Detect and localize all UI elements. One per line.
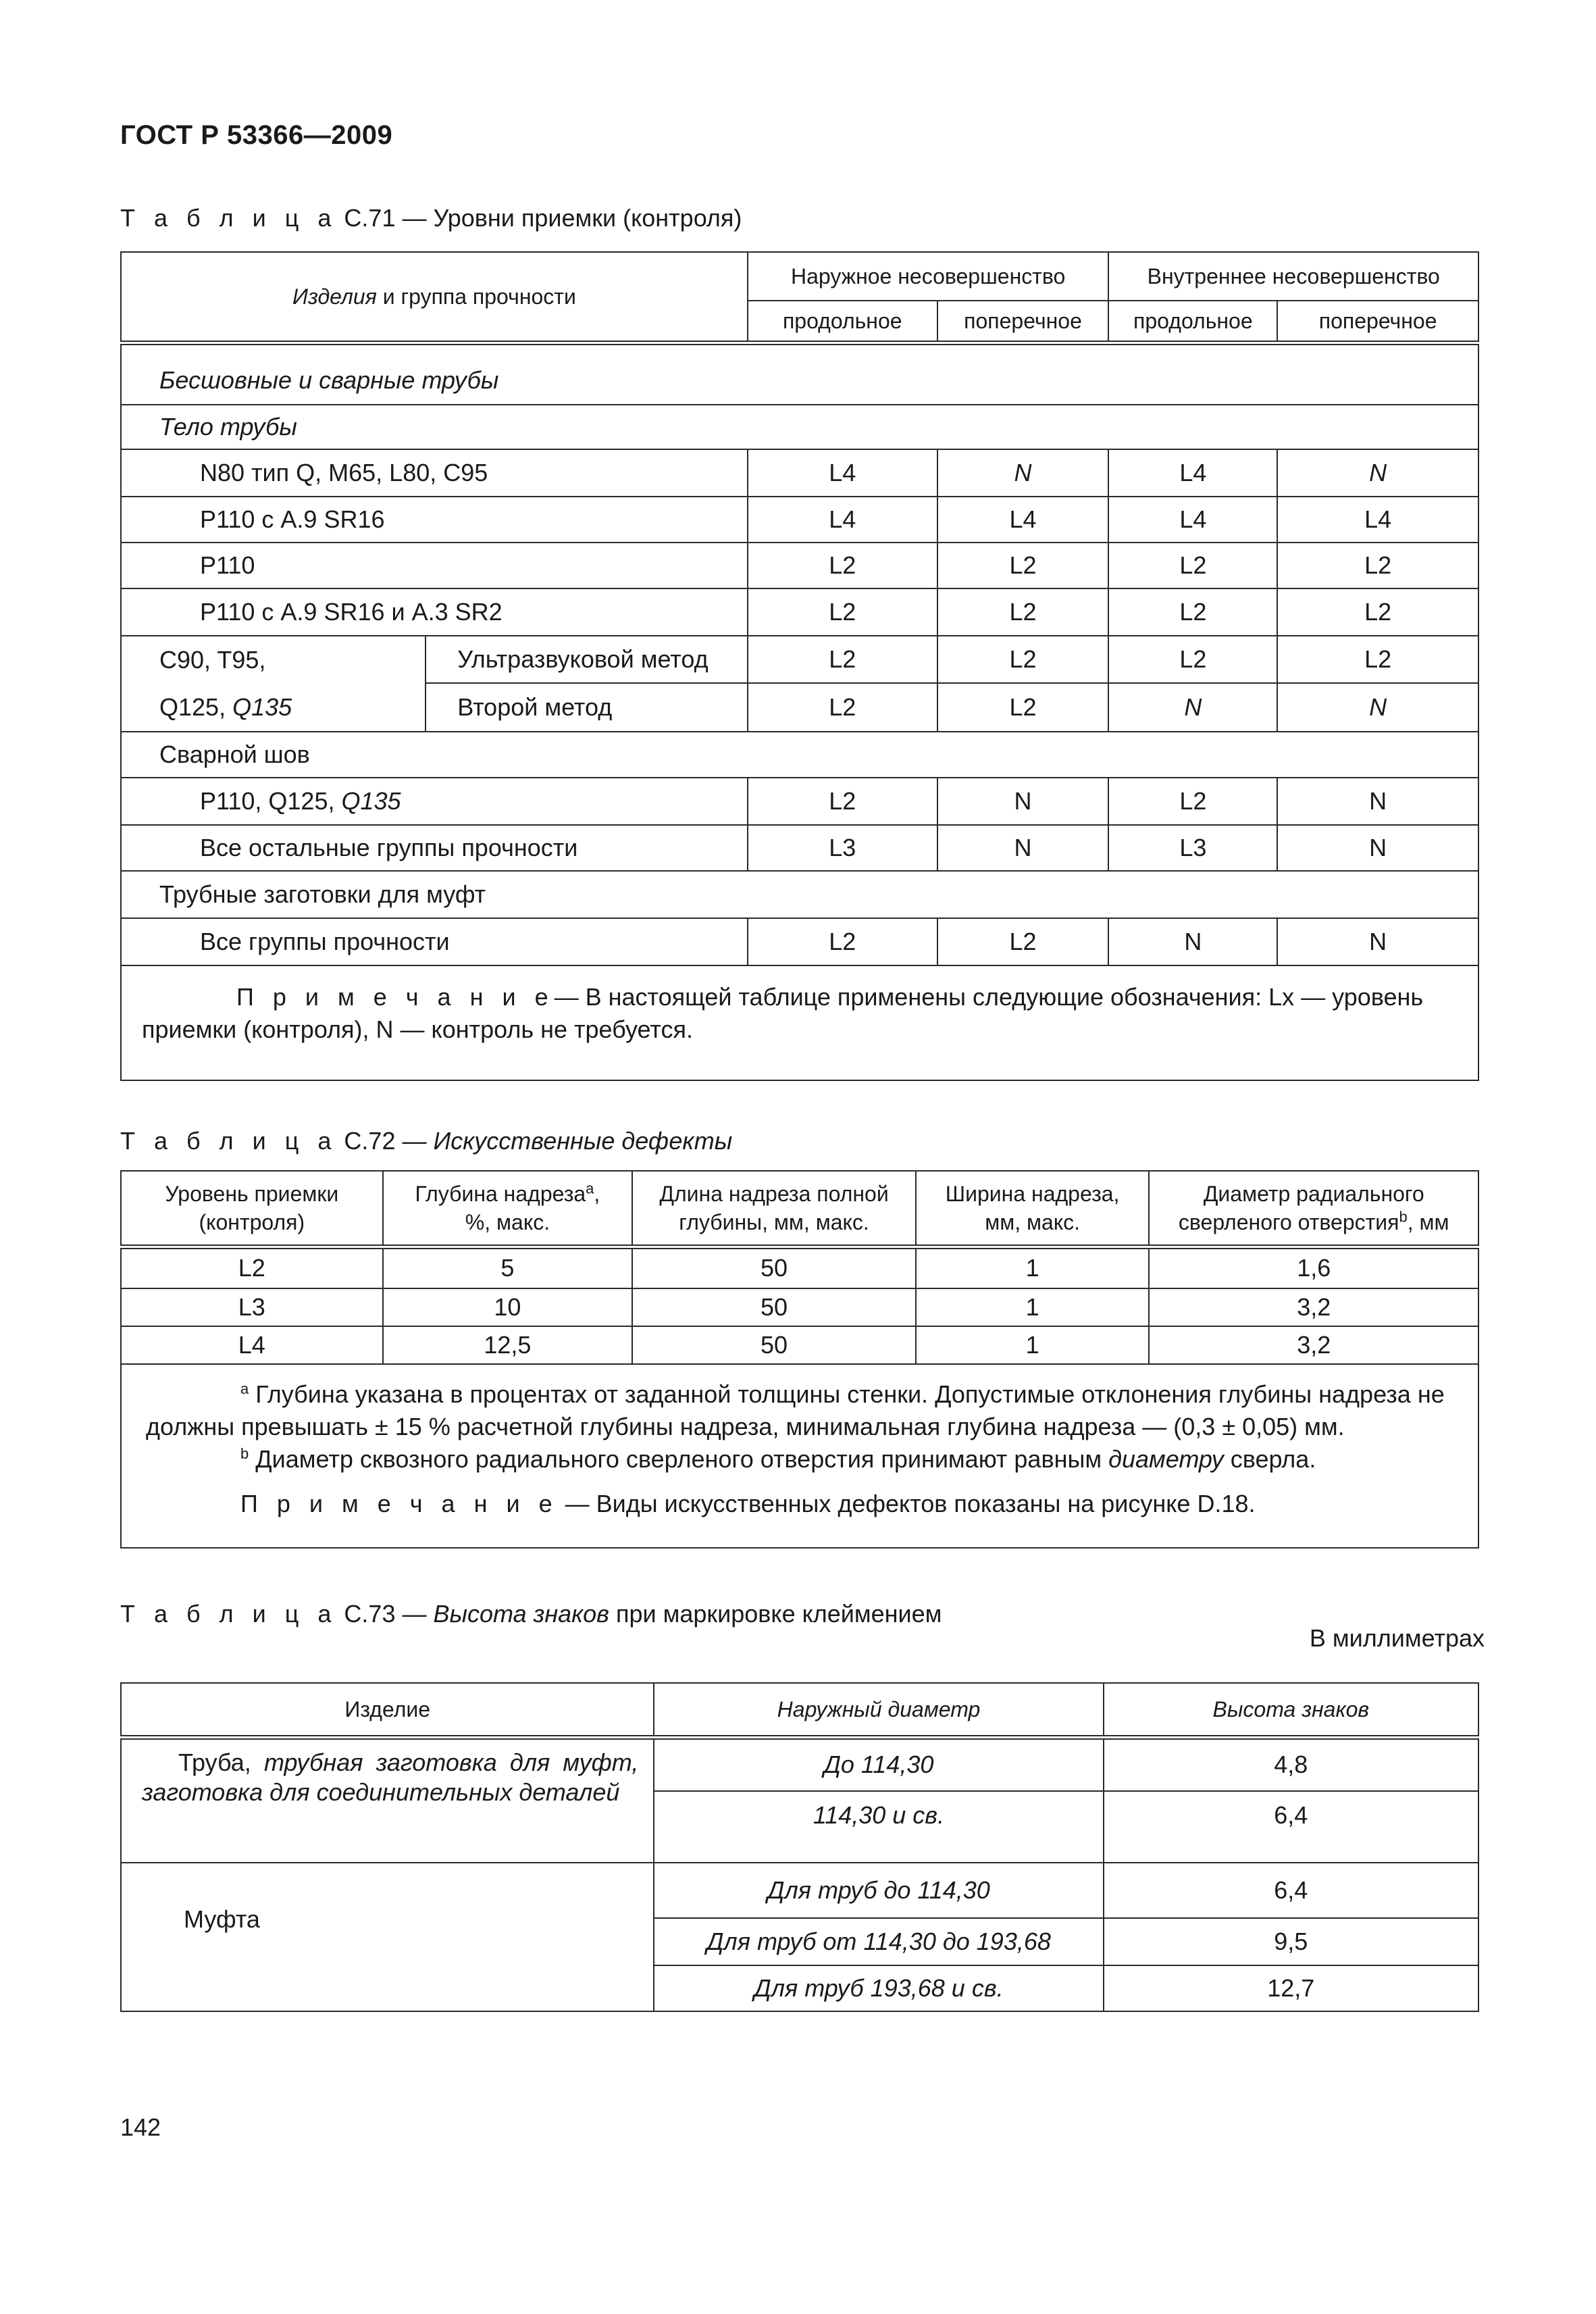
weld-label-a: P110, Q125, [200,787,342,815]
item-pipe [121,1737,654,1863]
cell: L2 [1108,636,1277,683]
cell: 1 [916,1326,1150,1364]
caption-label: Т а б л и ц а [120,204,338,232]
cell: L4 [1108,497,1277,543]
table-row [121,636,1478,683]
section-seamless [121,343,1478,405]
section-seamless-text: Бесшовные и сварные трубы [159,366,499,395]
cell: L2 [748,778,937,825]
cell: L4 [748,497,937,543]
cell: 10 [383,1288,633,1326]
header-outer-trans: поперечное [937,301,1109,343]
header-items [121,252,748,343]
table-row [121,497,1478,543]
table-71 [120,251,1479,1081]
method-second: Второй метод [426,683,748,732]
footnote-a-mark: a [240,1380,249,1397]
cell: L2 [748,636,937,683]
table-row [121,778,1478,825]
document-id: ГОСТ Р 53366—2009 [120,120,393,150]
group-line-2b: Q135 [232,693,292,721]
section-body-text: Тело трубы [159,413,297,441]
section-body [121,405,1478,449]
item-pipe-b: трубная заготовка для муфт, заготовка для соединительных деталей [142,1748,639,1806]
cell: L3 [1108,825,1277,871]
row-label: P110 с A.9 SR16 и A.3 SR2 [121,588,748,636]
footnote-b-text-1: Диаметр сквозного радиального сверленого отверстия принимают равным [249,1445,1109,1473]
cell: 9,5 [1104,1918,1478,1965]
cell: L4 [1108,449,1277,497]
cell: Для труб от 114,30 до 193,68 [706,1928,1051,1955]
table-72-caption [120,1127,732,1155]
row-label: Все остальные группы прочности [121,825,748,871]
cell: N [1369,693,1387,721]
header-length-b: глубины, мм, макс. [679,1209,869,1234]
cell: 50 [632,1326,916,1364]
group-line-2a: Q125, [159,693,233,721]
cell: Для труб 193,68 и св. [754,1974,1004,2002]
footnote-b-text-2: сверла. [1223,1445,1316,1473]
cell: N [1277,778,1478,825]
section-blanks: Трубные заготовки для муфт [121,871,1478,918]
group-line-2 [159,684,425,731]
footnote-b-mark: b [240,1445,249,1462]
cell: L2 [937,636,1109,683]
note-label: П р и м е ч а н и е [236,983,555,1011]
cell: L2 [1277,588,1478,636]
cell: L2 [748,543,937,588]
header-diameter [1149,1171,1478,1247]
footnote-mark-a: a [586,1180,594,1197]
header-width-b: мм, макс. [985,1209,1081,1234]
header-diameter-text: сверленого отверстия [1178,1209,1399,1234]
row-label: Все группы прочности [121,918,748,965]
units-label: В миллиметрах [1309,1624,1485,1652]
row-label [121,778,748,825]
footnote-mark-b: b [1399,1208,1408,1226]
caption-label: Т а б л и ц а [120,1127,338,1155]
cell: N [937,778,1109,825]
table-row [121,1288,1478,1326]
table-72-note [146,1488,1458,1520]
cell: 1 [916,1288,1150,1326]
note-label: П р и м е ч а н и е [240,1490,559,1517]
cell: L2 [1277,636,1478,683]
cell: N [1184,693,1202,721]
footnote-b [146,1443,1458,1476]
header-height: Высота знаков [1212,1696,1370,1721]
cell: 3,2 [1149,1288,1478,1326]
cell: 1,6 [1149,1247,1478,1288]
table-row [121,588,1478,636]
table-row [121,918,1478,965]
header-depth-text: Глубина надреза [415,1181,586,1206]
header-length [632,1171,916,1247]
footnote-a [146,1378,1458,1443]
cell: 6,4 [1104,1791,1478,1863]
cell: L4 [748,449,937,497]
table-row [121,825,1478,871]
cell: N [1369,459,1387,486]
cell: N [1277,918,1478,965]
cell: L2 [937,918,1109,965]
table-73-caption [120,1600,942,1628]
header-depth-b: %, макс. [465,1209,550,1234]
cell: N [1014,459,1032,486]
footnote-a-text: Глубина указана в процентах от заданной толщины стенки. Допустимые отклонения глубины надреза не должны превышать ± 15 % расчетной глубины надреза, минимальная глубина надреза — (0,3 ± 0,05) мм. [146,1380,1445,1440]
page-number: 142 [120,2113,161,2141]
section-weld: Сварной шов [121,732,1478,778]
cell: L2 [937,543,1109,588]
table-row [121,1326,1478,1364]
table-73 [120,1682,1479,2012]
header-depth-a: Глубина надреза$^a$, [415,1180,600,1206]
cell: L4 [1277,497,1478,543]
table-72 [120,1170,1479,1549]
caption-title: Искусственные дефекты [433,1127,733,1155]
header-diameter-unit: , мм [1407,1209,1449,1234]
cell: 12,7 [1104,1965,1478,2011]
cell: 5 [383,1247,633,1288]
group-label [121,636,426,732]
cell: N [1108,918,1277,965]
item-coupling: Муфта [121,1863,654,2011]
row-label: P110 [121,543,748,588]
header-level [121,1171,383,1247]
header-inner: Внутреннее несовершенство [1108,252,1478,301]
cell: 3,2 [1149,1326,1478,1364]
cell: N [937,825,1109,871]
cell: 6,4 [1104,1863,1478,1918]
cell: L2 [748,918,937,965]
cell: L2 [748,683,937,732]
table-row [121,449,1478,497]
cell: L2 [937,588,1109,636]
cell: 1 [916,1247,1150,1288]
table-72-notes [121,1364,1478,1548]
cell: L2 [748,588,937,636]
cell: L2 [1108,778,1277,825]
header-outer: Наружное несовершенство [748,252,1109,301]
caption-number: С.72 — [344,1127,434,1155]
group-line-1: C90, T95, [159,646,266,674]
header-width [916,1171,1150,1247]
table-71-caption [120,204,742,232]
header-level-b: (контроля) [199,1209,305,1234]
header-item: Изделие [121,1683,654,1737]
cell: L3 [121,1288,383,1326]
item-pipe-a: Труба, [178,1748,264,1776]
cell: L2 [937,683,1109,732]
header-inner-trans: поперечное [1277,301,1478,343]
cell: N [1277,825,1478,871]
note-text: — В настоящей таблице применены следующие обозначения: Lx — уровень приемки (контроля), N — контроль не требуется. [142,983,1424,1043]
header-outer-long: продольное [748,301,937,343]
cell: L2 [1108,588,1277,636]
cell: L2 [1108,543,1277,588]
header-items-italic: Изделия [292,284,377,309]
table-row [121,1247,1478,1288]
caption-title: Высота знаков [433,1600,609,1628]
header-diameter: Наружный диаметр [777,1696,981,1721]
cell: До 114,30 [823,1751,934,1779]
cell: L2 [121,1247,383,1288]
caption-label: Т а б л и ц а [120,1600,338,1628]
method-ultrasonic: Ультразвуковой метод [426,636,748,683]
cell: Для труб до 114,30 [767,1876,990,1904]
cell: L4 [937,497,1109,543]
cell: 12,5 [383,1326,633,1364]
header-diameter-b [1150,1208,1478,1236]
cell: 114,30 и св. [813,1801,945,1829]
header-width-a: Ширина надреза, [945,1181,1120,1206]
cell: L3 [748,825,937,871]
cell: L4 [121,1326,383,1364]
cell: 50 [632,1247,916,1288]
row-label: P110 с A.9 SR16 [121,497,748,543]
weld-label-b: Q135 [341,787,401,815]
item-pipe-text [142,1748,638,1807]
header-diameter-a: Диаметр радиального [1203,1181,1424,1206]
note-body [142,981,1458,1046]
row-label: N80 тип Q, M65, L80, C95 [121,449,748,497]
caption-number: С.71 — Уровни приемки (контроля) [344,204,742,232]
header-inner-long: продольное [1108,301,1277,343]
cell: 4,8 [1104,1737,1478,1791]
cell: L2 [1277,543,1478,588]
header-length-a: Длина надреза полной [659,1181,889,1206]
table-row [121,543,1478,588]
caption-rest: при маркировке клеймением [609,1600,942,1628]
note-text: — Виды искусственных дефектов показаны на рисунке D.18. [558,1490,1256,1517]
header-depth [383,1171,633,1247]
header-level-a: Уровень приемки [165,1181,339,1206]
caption-number: С.73 — [344,1600,434,1628]
header-items-rest: и группа прочности [376,284,576,309]
footnote-b-italic: диаметру [1108,1445,1224,1473]
cell: 50 [632,1288,916,1326]
table-71-note [121,965,1478,1080]
